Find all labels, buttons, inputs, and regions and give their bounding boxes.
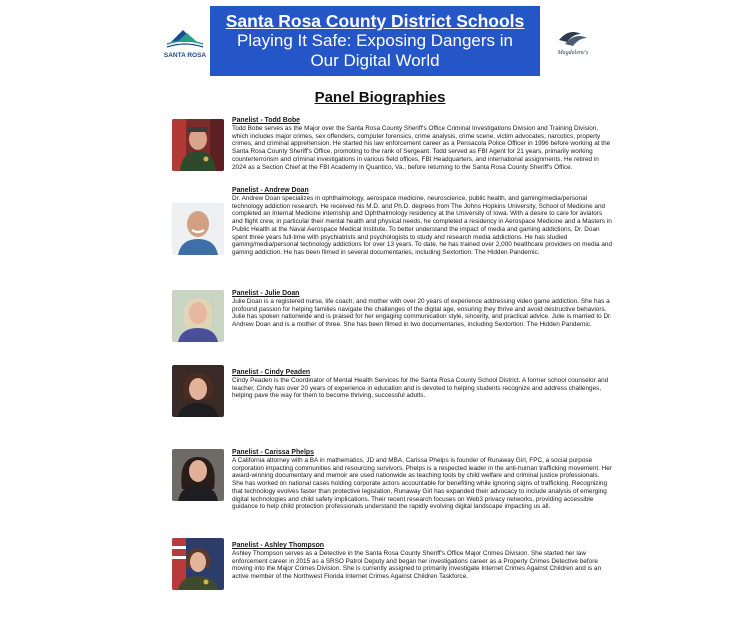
page-subtitle-line1: Playing It Safe: Exposing Dangers in xyxy=(237,31,513,50)
page-title: Santa Rosa County District Schools xyxy=(225,11,525,31)
section-title: Panel Biographies xyxy=(314,89,446,106)
panelist-bio-block xyxy=(232,369,612,400)
panelist-name: Panelist - Julie Doan xyxy=(232,290,300,297)
left-logo-text: SANTA ROSA xyxy=(163,52,207,59)
panelist-photo xyxy=(172,538,224,590)
panelist-bio: Julie Doan is a registered nurse, life coach, and mother with over 20 years of experience addressing video game addiction. She has a profound passion for helping families navigate the challenges of the digital age, ensuring they thrive and avoid destructive behaviors. Julie has spoken nationwide and is praised for her engaging communication style, sincerity, and practical advice. Julie is married to Dr. Andrew Doan and is a mother of three. She has been filmed in two documentaries, including Sextortion: The Hidden Pandemic. xyxy=(232,298,612,329)
magdalenes-logo xyxy=(551,24,595,60)
panelist-bio-block xyxy=(232,542,612,581)
header xyxy=(0,0,750,80)
panelist-bio: Dr. Andrew Doan specializes in ophthalmology, aerospace medicine, neuroscience, public health, and gaming/media/personal technology addiction research. He received his M.D. and Ph.D. degrees from The Johns Hopkins University, School of Medicine and completed an Internal Medicine internship and Ophthalmology residency at the University of Iowa. With a desire to care for aviators and flight crew, in particular their mental health and physical needs, he completed a residency in Aerospace Medicine and a Masters in Public Health at the Naval Aerospace Medical Institute. To better understand the impact of media and gaming addictions, Dr. Doan spent three years full-time with psychiatrists and psychologists to study and research media addictions. He has studied gaming/media/personal technology addictions for over 13 years. To date, he has trained over 2,000 healthcare providers on media and gaming addiction. He has been filmed in several documentaries, including Sextortion: The Hidden Pandemic. xyxy=(232,195,613,256)
panelist-name: Panelist - Todd Bobe xyxy=(232,117,301,124)
panelist-name: Panelist - Cindy Peaden xyxy=(232,369,311,376)
panelist-photo xyxy=(172,290,224,342)
panelist-bio-block xyxy=(232,117,612,171)
panelist-bio-block xyxy=(232,449,612,511)
panelist-name: Panelist - Ashley Thompson xyxy=(232,542,325,549)
santa-rosa-logo xyxy=(157,24,213,60)
panelist-bio: Todd Bobe serves as the Major over the Santa Rosa County Sheriff's Office Criminal Investigations Division and Training Division, which includes major crimes, sex offenders, computer forensics, crime analysis, crime scene, victim advocates, narcotics, property crimes, and criminal apprehension. He started his law enforcement career as a Pensacola Police Officer in 1996 before working at the Santa Rosa County Sheriff's Office, promoting to the rank of Sergeant. Todd served as FBI Agent for 21 years, primarily working counterterrorism and criminal investigations in various field offices, FBI Headquarters, and international assignments. He retired in 2024 as a Section Chief at the FBI Academy in Quantico, Va., before returning to the Santa Rosa County Sheriff's Office. xyxy=(232,125,611,171)
panelist-name: Panelist - Andrew Doan xyxy=(232,187,309,194)
panelist-bio: A California attorney with a BA in mathematics, JD and MBA, Carissa Phelps is founder of Runaway Girl, FPC, a social purpose corporation impacting communities and resourcing survivors. Phelps is a respected leader in the anti-human trafficking movement. Her award-winning documentary and memoir are used nationwide as teaching tools by child welfare and criminal justice professionals. She has worked on national cases holding corporate actors accountable for benefiting while ignoring signs of trafficking. Recognizing that technology evolves faster than protective legislation, Runaway Girl has expanded their advocacy to include analysis of emerging digital technologies and child safety implications. Their recent research focuses on Web3 privacy networks, providing accessible guidance to help child protection professionals understand the rapidly evolving digital landscape impacting us all. xyxy=(232,457,612,511)
panelist-photo xyxy=(172,203,224,255)
page-subtitle-line2: Our Digital World xyxy=(310,51,440,70)
panelist-bio: Ashley Thompson serves as a Detective in the Santa Rosa County Sheriff's Office Major Crimes Division. She started her law enforcement career in 2015 as a SRSO Patrol Deputy and began her investigations career as a Property Crimes Detective before moving into the Major Crimes Division. She is currently assigned to primarily investigate Internet Crimes Against Children and is an active member of the Northwest Florida Internet Crimes Against Children Taskforce. xyxy=(232,550,602,581)
panelist-photo xyxy=(172,119,224,171)
panelist-name: Panelist - Carissa Phelps xyxy=(232,449,314,456)
right-logo-text: Magdalene's xyxy=(557,50,589,56)
panelist-bio-block xyxy=(232,290,612,329)
panelist-bio: Cindy Peaden is the Coordinator of Mental Health Services for the Santa Rosa County School District. A former school counselor and teacher, Cindy has over 20 years of experience in education and is devoted to helping students recognize and address challenges, helping pave the way for them to become thriving, successful adults. xyxy=(232,377,609,400)
title-banner xyxy=(210,6,540,76)
panelist-photo xyxy=(172,449,224,501)
panelist-photo xyxy=(172,365,224,417)
panelist-bio-block xyxy=(232,187,612,257)
